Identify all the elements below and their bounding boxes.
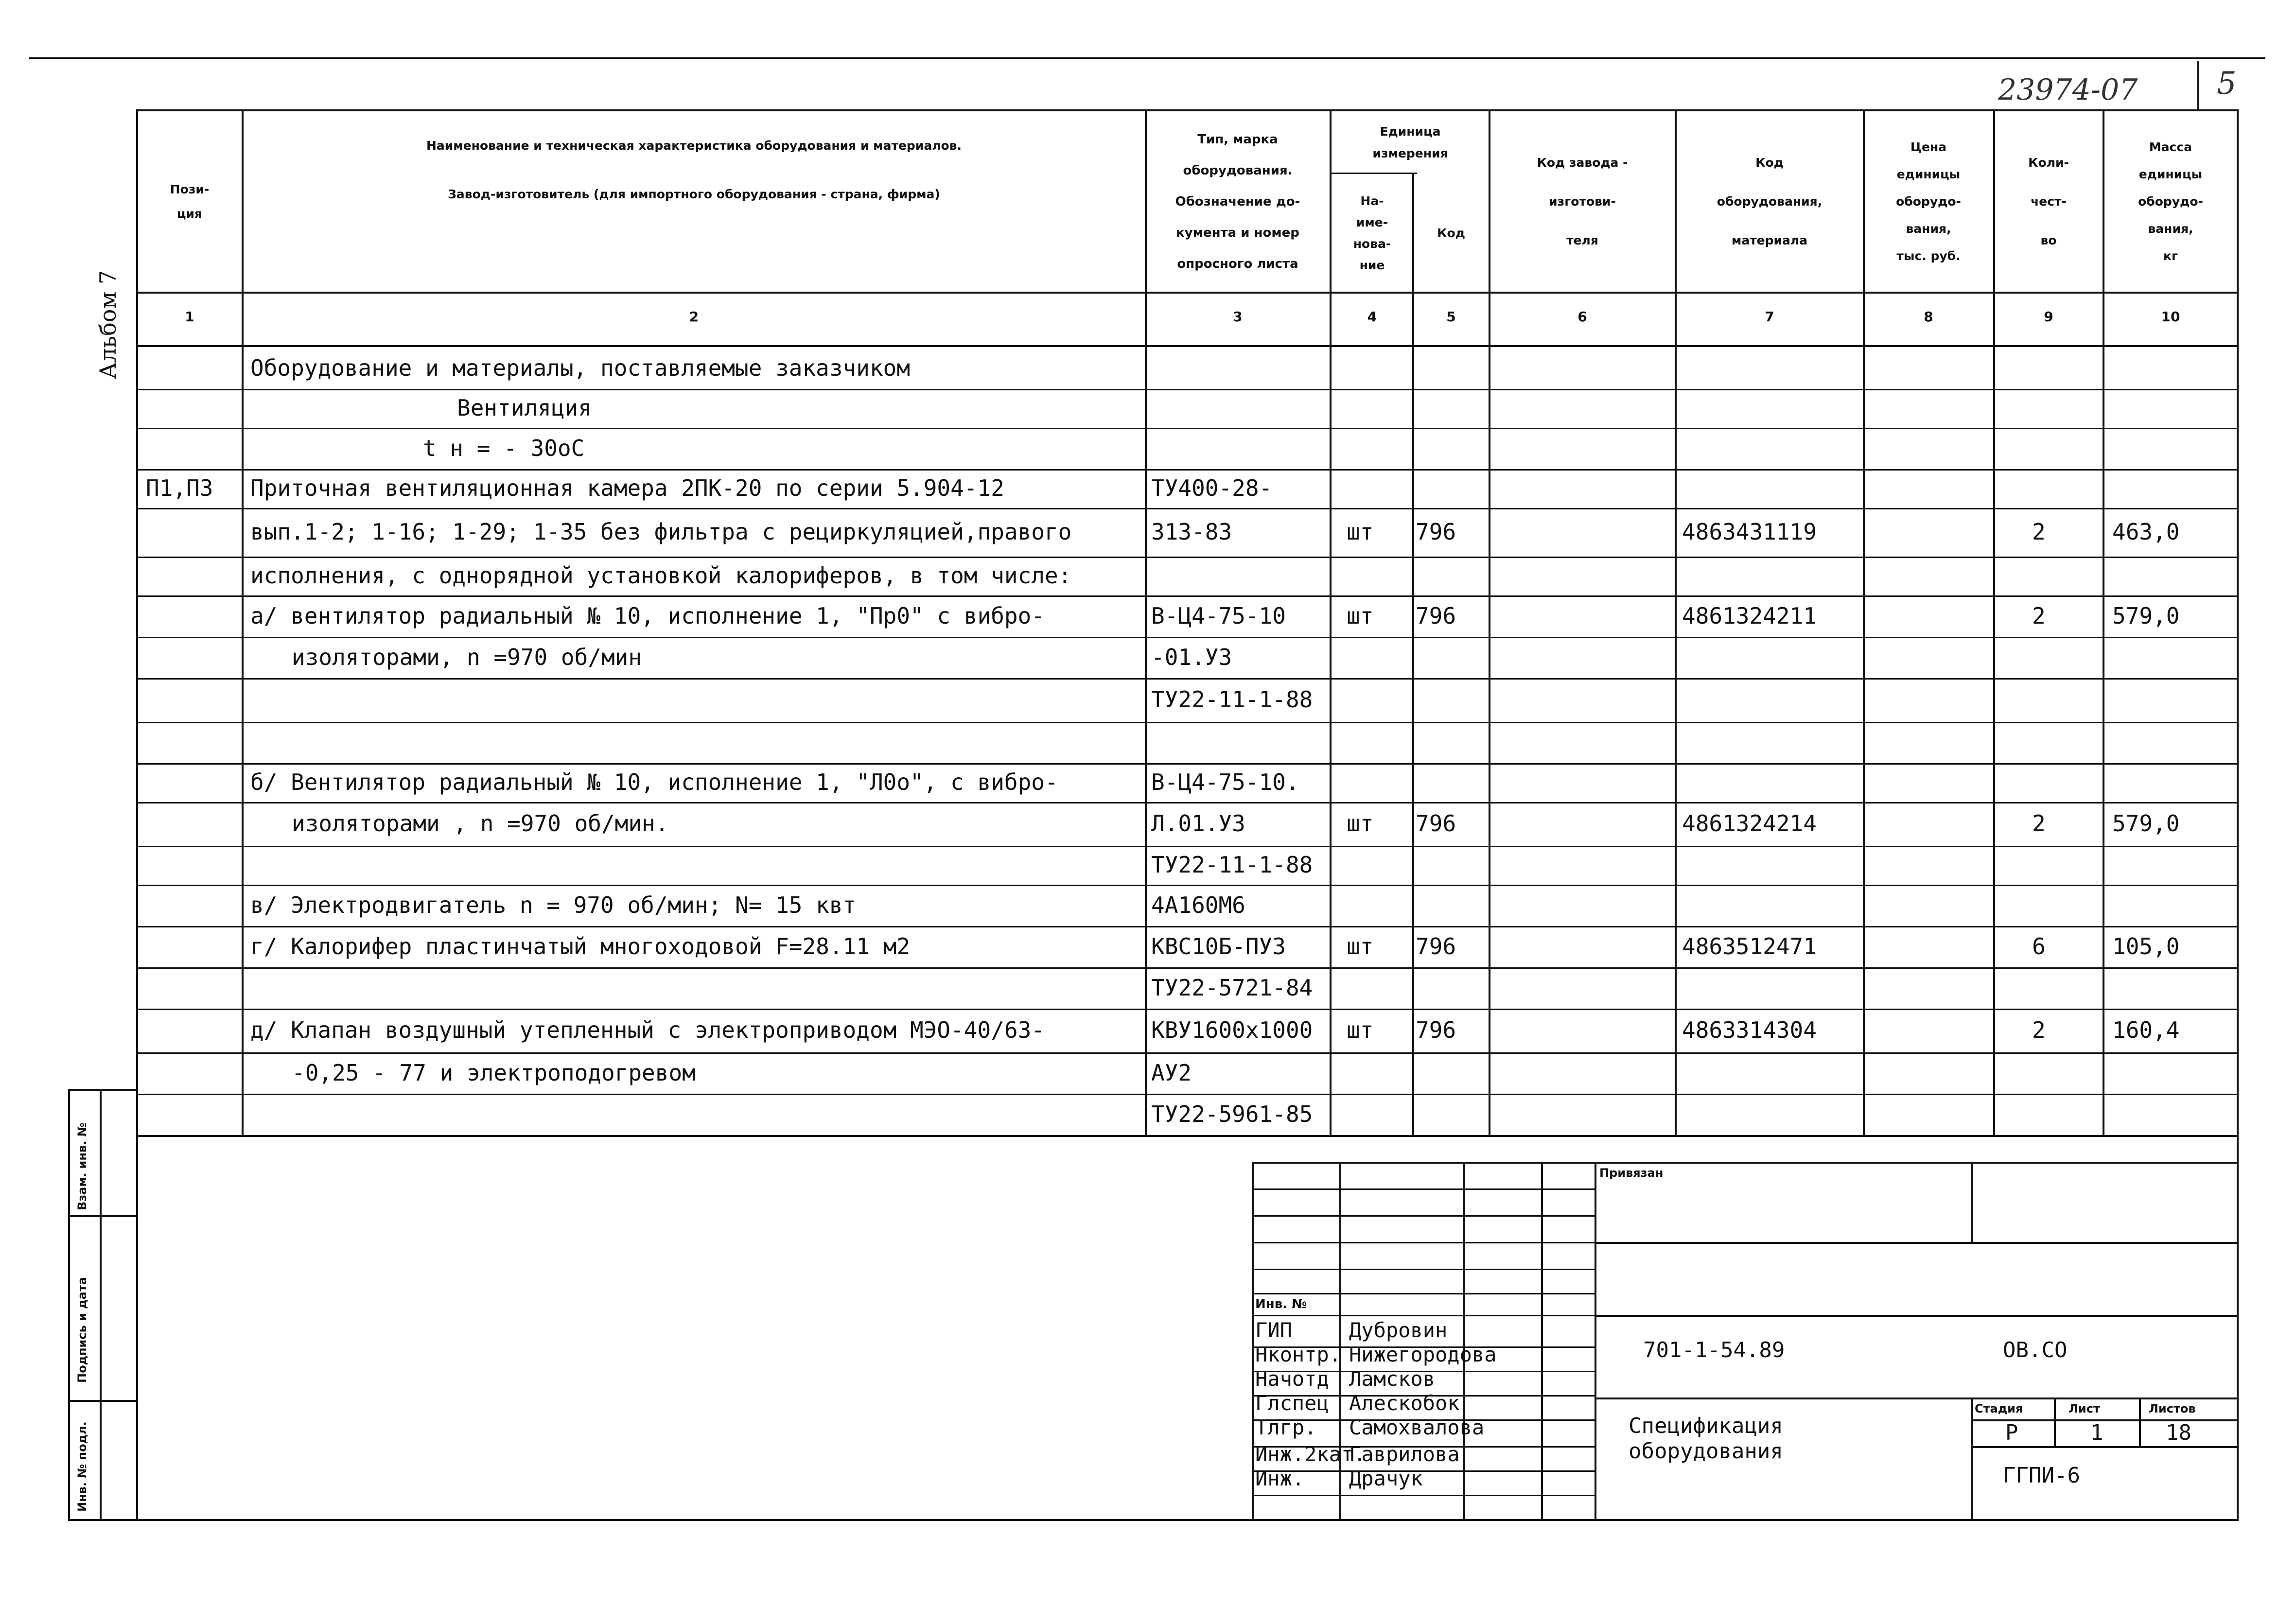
header-mass: Масса единицы оборудо- вания, кг bbox=[2138, 140, 2203, 263]
row-divider bbox=[136, 763, 2239, 765]
sheet-value: 1 bbox=[2090, 1420, 2103, 1445]
unit-header-divider bbox=[1330, 173, 1417, 174]
side-label-replacement-inv: Взам. инв. № bbox=[75, 1122, 89, 1210]
organization: ГГПИ-6 bbox=[2003, 1463, 2080, 1488]
cell-unit: шт bbox=[1347, 1017, 1374, 1043]
document-mark: ОВ.СО bbox=[2003, 1338, 2068, 1362]
row-divider bbox=[136, 469, 2239, 471]
signer-name: Дубровин bbox=[1349, 1318, 1448, 1342]
header-plant-code: Код завода - изготови- теля bbox=[1537, 156, 1628, 247]
cell-quantity: 2 bbox=[2032, 602, 2046, 629]
cell-mass: 105,0 bbox=[2112, 933, 2180, 960]
signer-name: Гаврилова bbox=[1349, 1442, 1460, 1466]
cell-name: в/ Электродвигатель n = 970 об/мин; N= 15 квт bbox=[250, 891, 857, 918]
header-unit-name: На- име- нова- ние bbox=[1353, 194, 1391, 272]
inventory-number-label: Инв. № bbox=[1255, 1297, 1307, 1311]
colnum-5: 5 bbox=[1446, 309, 1456, 325]
row-divider bbox=[136, 926, 2239, 927]
cell-type: КВУ1600х1000 bbox=[1151, 1017, 1313, 1043]
cell-type: ТУ400-28- bbox=[1151, 475, 1273, 501]
header-equipment-code: Код оборудования, материала bbox=[1717, 156, 1823, 247]
row-divider bbox=[136, 802, 2239, 804]
frame-right-border bbox=[2237, 109, 2239, 1519]
cell-type: ТУ22-11-1-88 bbox=[1151, 852, 1313, 878]
cell-name: исполнения, с однорядной установкой калориферов, в том числе: bbox=[250, 562, 1072, 589]
cell-name: Оборудование и материалы, поставляемые заказчиком bbox=[250, 354, 911, 381]
colnum-3: 3 bbox=[1233, 309, 1243, 325]
cell-unit-code: 796 bbox=[1416, 810, 1456, 837]
cell-name: г/ Калорифер пластинчатый многоходовой F=28.11 м2 bbox=[250, 933, 911, 960]
col-divider-9 bbox=[2103, 109, 2104, 1135]
designation: 701-1-54.89 bbox=[1643, 1338, 1785, 1362]
col-divider-3 bbox=[1330, 109, 1332, 1135]
frame-bottom-border bbox=[136, 1519, 2239, 1521]
cell-mass: 579,0 bbox=[2112, 810, 2180, 837]
signer-name: Ламсков bbox=[1349, 1367, 1436, 1391]
cell-equipment-code: 4863512471 bbox=[1682, 933, 1817, 960]
row-divider bbox=[136, 1135, 2239, 1136]
colnum-1: 1 bbox=[185, 309, 194, 325]
cell-name: Вентиляция bbox=[457, 395, 592, 421]
document-title-line1: Спецификация bbox=[1629, 1414, 1783, 1438]
stage-label: Стадия bbox=[1975, 1402, 2023, 1415]
header-position: Пози- ция bbox=[170, 182, 210, 221]
cell-name: изоляторами , n =970 об/мин. bbox=[292, 810, 669, 837]
signer-name: Драчук bbox=[1349, 1467, 1423, 1490]
row-divider bbox=[136, 678, 2239, 680]
cell-quantity: 2 bbox=[2032, 810, 2046, 837]
header-unit: Единица измерения bbox=[1372, 124, 1448, 160]
cell-quantity: 2 bbox=[2032, 519, 2046, 545]
col-divider-6 bbox=[1675, 109, 1677, 1135]
header-name: Наименование и техническая характеристика оборудования и материалов. Завод-изготовитель (для импортного оборудования - страна, фирма) bbox=[426, 139, 962, 201]
cell-unit: шт bbox=[1347, 519, 1374, 545]
cell-type: КВС10Б-ПУ3 bbox=[1151, 933, 1286, 960]
signer-role: Инж.2кат. bbox=[1255, 1442, 1366, 1466]
row-divider bbox=[136, 508, 2239, 509]
cell-unit-code: 796 bbox=[1416, 933, 1456, 960]
signer-name: Самохвалова bbox=[1349, 1415, 1485, 1439]
cell-unit-code: 796 bbox=[1416, 602, 1456, 629]
page-number-divider bbox=[2197, 61, 2199, 109]
signer-role: Глспец bbox=[1255, 1391, 1329, 1415]
cell-unit: шт bbox=[1347, 602, 1374, 629]
header-type: Тип, марка оборудования. Обозначение до- кумента и номер опросного листа bbox=[1175, 132, 1300, 271]
cell-type: В-Ц4-75-10 bbox=[1151, 602, 1286, 629]
row-divider bbox=[136, 967, 2239, 969]
col-divider-4 bbox=[1412, 173, 1414, 1135]
col-divider-2 bbox=[1145, 109, 1147, 1135]
cell-type: 4А160М6 bbox=[1151, 891, 1245, 918]
frame-left-border bbox=[136, 109, 138, 1519]
cell-mass: 160,4 bbox=[2112, 1017, 2180, 1043]
colnum-2: 2 bbox=[689, 309, 699, 325]
signer-role: ГИП bbox=[1255, 1318, 1292, 1342]
row-divider bbox=[136, 557, 2239, 558]
cell-name: изоляторами, n =970 об/мин bbox=[292, 644, 642, 670]
colnum-4: 4 bbox=[1367, 309, 1377, 325]
signer-name: Нижегородова bbox=[1349, 1343, 1497, 1366]
document-title-line2: оборудования bbox=[1629, 1439, 1783, 1464]
privyazan-label: Привязан bbox=[1599, 1166, 1664, 1180]
cell-unit: шт bbox=[1347, 933, 1374, 960]
colnum-9: 9 bbox=[2044, 309, 2053, 325]
colnum-8: 8 bbox=[1924, 309, 1933, 325]
row-divider bbox=[136, 722, 2239, 723]
row-divider bbox=[136, 428, 2239, 429]
cell-unit-code: 796 bbox=[1416, 519, 1456, 545]
sheet-top-line bbox=[29, 57, 2265, 59]
sheet-label: Лист bbox=[2068, 1402, 2100, 1415]
cell-position: П1,П3 bbox=[146, 475, 213, 501]
col-divider-1 bbox=[242, 109, 244, 1135]
cell-unit: шт bbox=[1347, 810, 1374, 837]
cell-name: б/ Вентилятор радиальный № 10, исполнение 1, "Л0о", с вибро- bbox=[250, 769, 1058, 795]
row-divider bbox=[136, 1052, 2239, 1054]
cell-type: ТУ22-5721-84 bbox=[1151, 974, 1313, 1001]
cell-quantity: 2 bbox=[2032, 1017, 2046, 1043]
cell-mass: 463,0 bbox=[2112, 519, 2180, 545]
side-label-signature-date: Подпись и дата bbox=[75, 1277, 89, 1383]
row-divider bbox=[136, 846, 2239, 847]
cell-name: вып.1-2; 1-16; 1-29; 1-35 без фильтра с рециркуляцией,правого bbox=[250, 519, 1072, 545]
row-divider bbox=[136, 885, 2239, 886]
stage-value: Р bbox=[2005, 1420, 2018, 1445]
header-price: Цена единицы оборудо- вания, тыс. руб. bbox=[1896, 140, 1961, 263]
page-number: 5 bbox=[2217, 66, 2237, 102]
table-top-border bbox=[136, 109, 2239, 111]
cell-name: а/ вентилятор радиальный № 10, исполнение 1, "Пр0" с вибро- bbox=[250, 602, 1045, 629]
cell-type: ТУ22-11-1-88 bbox=[1151, 686, 1313, 713]
side-label-original-inv: Инв. № подл. bbox=[75, 1421, 89, 1512]
row-divider bbox=[136, 389, 2239, 390]
header-bottom-border bbox=[136, 292, 2239, 294]
row-divider bbox=[136, 1094, 2239, 1095]
sheets-label: Листов bbox=[2149, 1402, 2196, 1415]
cell-name: д/ Клапан воздушный утепленный с электроприводом МЭО-40/63- bbox=[250, 1017, 1045, 1043]
cell-equipment-code: 4861324214 bbox=[1682, 810, 1817, 837]
header-unit-code: Код bbox=[1437, 226, 1465, 240]
row-divider bbox=[136, 595, 2239, 597]
cell-quantity: 6 bbox=[2032, 933, 2046, 960]
signer-role: Тлгр. bbox=[1255, 1415, 1317, 1439]
cell-unit-code: 796 bbox=[1416, 1017, 1456, 1043]
cell-type: АУ2 bbox=[1151, 1059, 1192, 1086]
colnum-10: 10 bbox=[2161, 309, 2180, 325]
sheets-value: 18 bbox=[2166, 1420, 2191, 1445]
colnum-7: 7 bbox=[1765, 309, 1774, 325]
cell-name: Приточная вентиляционная камера 2ПК-20 по серии 5.904-12 bbox=[250, 475, 1004, 501]
cell-equipment-code: 4863314304 bbox=[1682, 1017, 1817, 1043]
header-quantity: Коли- чест- во bbox=[2028, 156, 2069, 247]
colnum-6: 6 bbox=[1577, 309, 1587, 325]
cell-name: t н = - 30оС bbox=[423, 435, 585, 461]
cell-type: -01.У3 bbox=[1151, 644, 1232, 670]
album-label: Альбом 7 bbox=[95, 270, 121, 379]
row-divider bbox=[136, 637, 2239, 638]
signer-role: Начотд bbox=[1255, 1367, 1329, 1391]
cell-equipment-code: 4861324211 bbox=[1682, 602, 1817, 629]
cell-type: ТУ22-5961-85 bbox=[1151, 1100, 1313, 1127]
document-number: 23974-07 bbox=[1998, 73, 2138, 107]
cell-type: Л.01.У3 bbox=[1151, 810, 1245, 837]
signer-role: Инж. bbox=[1255, 1467, 1305, 1490]
signer-role: Нконтр. bbox=[1255, 1343, 1342, 1366]
row-divider bbox=[136, 1009, 2239, 1010]
cell-type: В-Ц4-75-10. bbox=[1151, 769, 1299, 795]
signer-name: Алескобок bbox=[1349, 1391, 1460, 1415]
colnum-bottom-border bbox=[136, 345, 2239, 347]
cell-name: -0,25 - 77 и электроподогревом bbox=[292, 1059, 696, 1086]
cell-equipment-code: 4863431119 bbox=[1682, 519, 1817, 545]
cell-mass: 579,0 bbox=[2112, 602, 2180, 629]
cell-type: 313-83 bbox=[1151, 519, 1232, 545]
